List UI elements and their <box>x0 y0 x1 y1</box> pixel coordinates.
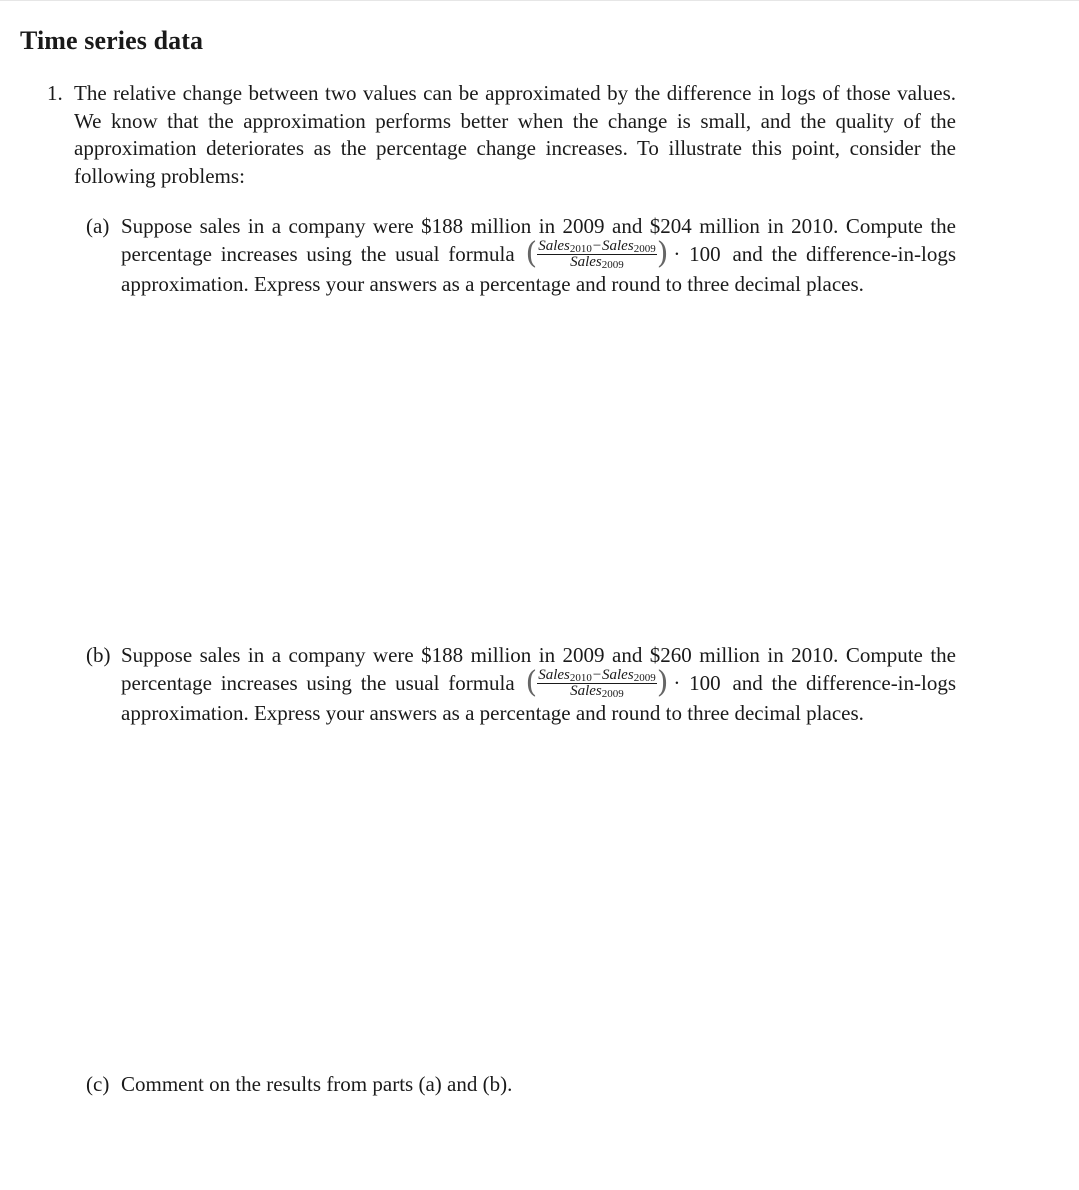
part-a-line-2-before: percentage increases using the usual formula <box>121 241 515 266</box>
numerator-term-2-sub: 2009 <box>633 671 656 684</box>
minus-sign: − <box>591 666 603 683</box>
denominator-term-sub: 2009 <box>601 258 624 271</box>
part-a-text <box>121 213 956 298</box>
part-b-text <box>121 642 956 727</box>
right-paren: ) <box>656 665 669 701</box>
left-paren: ( <box>525 236 538 272</box>
part-a-line-1: Suppose sales in a company were $188 million in 2009 and $204 million in 2010. Compute the <box>121 214 956 238</box>
numerator-term-1-sub: 2010 <box>569 671 592 684</box>
part-a-line-2 <box>121 236 957 272</box>
numerator-term-2-sub: 2009 <box>633 242 656 255</box>
right-paren: ) <box>656 236 669 272</box>
fraction <box>537 237 656 271</box>
denominator-term: Sales <box>570 253 602 270</box>
problem-intro: The relative change between two values can be approximated by the difference in logs of those values. We know that the approximation performs better when the change is small, and the quality of the approximation deteriorates as the percentage change increases. To illustrate this point, consider the following problems: <box>74 81 956 188</box>
part-b-line-2 <box>121 665 957 701</box>
left-paren: ( <box>525 665 538 701</box>
problem-number: 1. <box>47 81 63 105</box>
part-a-label: (a) <box>86 214 110 238</box>
part-b-line-1: Suppose sales in a company were $188 million in 2009 and $260 million in 2010. Compute the <box>121 643 956 667</box>
part-b-line-2-before: percentage increases using the usual formula <box>121 670 515 695</box>
part-c-label: (c) <box>86 1072 110 1096</box>
denominator-term-sub: 2009 <box>601 687 624 700</box>
top-border <box>0 0 1079 1</box>
fraction <box>537 666 656 700</box>
times-100: · 100 <box>673 241 721 266</box>
part-c-line-1: Comment on the results from parts (a) and (b). <box>121 1072 513 1096</box>
percentage-change-formula <box>525 665 669 701</box>
fraction-denominator <box>570 255 624 269</box>
times-100: · 100 <box>673 670 721 695</box>
part-b-label: (b) <box>86 643 111 667</box>
numerator-term-1: Sales <box>538 237 570 254</box>
percentage-change-formula <box>525 236 669 272</box>
section-title: Time series data <box>20 26 204 55</box>
numerator-term-1-sub: 2010 <box>569 242 592 255</box>
part-b-line-3: approximation. Express your answers as a percentage and round to three decimal places. <box>121 700 864 725</box>
numerator-term-1: Sales <box>538 666 570 683</box>
fraction-numerator <box>537 237 656 255</box>
part-a-line-2-after: and the difference-in-logs <box>732 241 957 266</box>
part-c-text <box>121 1071 956 1099</box>
part-b-line-2-after: and the difference-in-logs <box>732 670 957 695</box>
numerator-term-2: Sales <box>602 666 634 683</box>
minus-sign: − <box>591 237 603 254</box>
fraction-numerator <box>537 666 656 684</box>
numerator-term-2: Sales <box>602 237 634 254</box>
part-a-line-3: approximation. Express your answers as a percentage and round to three decimal places. <box>121 271 864 296</box>
fraction-denominator <box>570 684 624 698</box>
denominator-term: Sales <box>570 682 602 699</box>
